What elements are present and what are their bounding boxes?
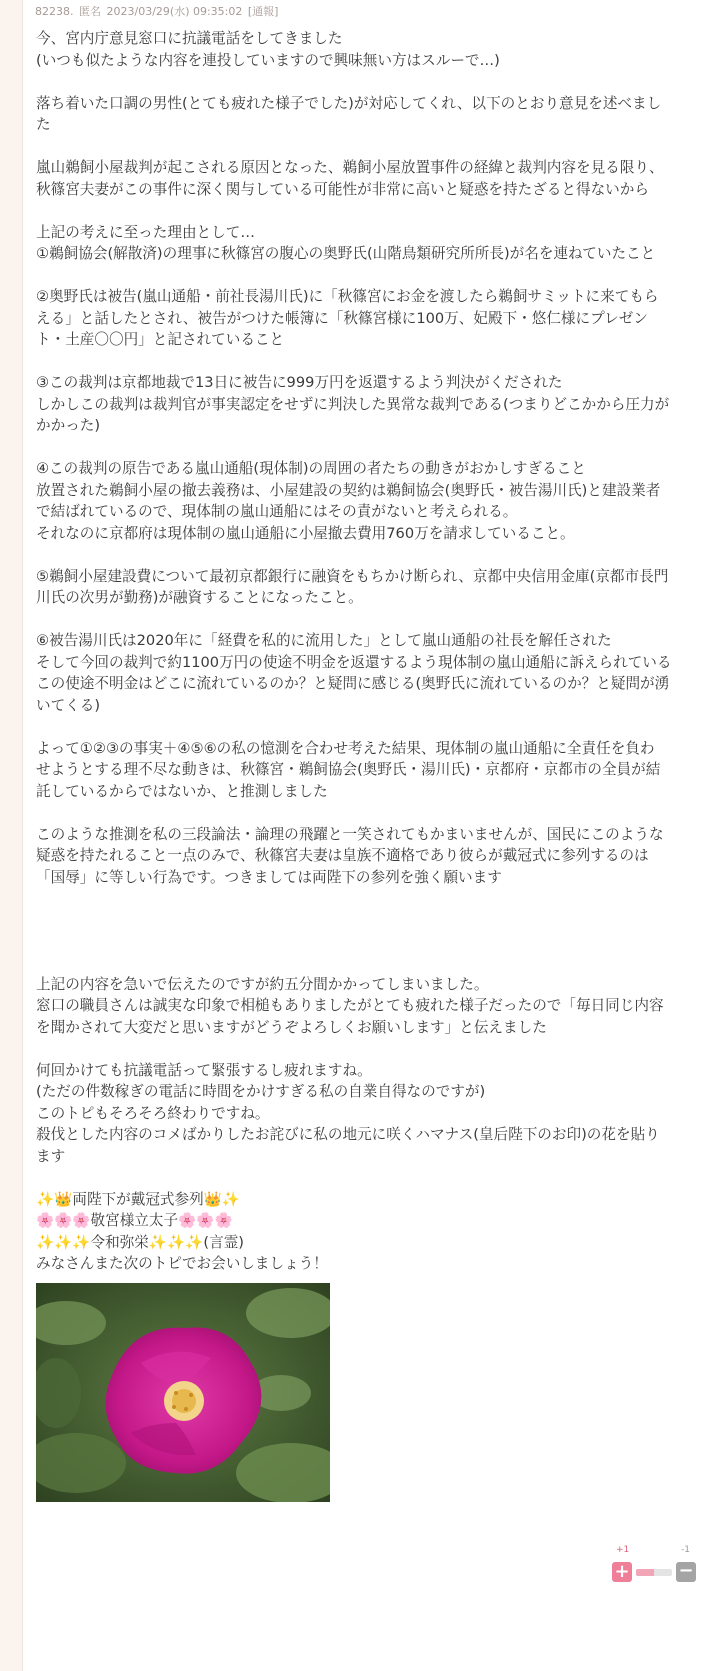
post-author: 匿名 — [79, 5, 101, 18]
text-line: よって①②③の事実＋④⑤⑥の私の憶測を合わせ考えた結果、現体制の嵐山通船に全責任を負わ — [36, 739, 655, 757]
text-line: 疑惑を持たれること一点のみで、秋篠宮夫妻は皇族不適格であり彼らが戴冠式に参列するのは — [36, 847, 649, 864]
text-line: た — [36, 116, 51, 133]
sakura-icon: 🌸 — [36, 1212, 55, 1229]
emoji-line-2 — [36, 1210, 706, 1232]
emoji-line-3 — [36, 1232, 706, 1254]
text-line: 窓口の職員さんは誠実な印象で相槌もありましたがとても疲れた様子だったので「毎日同じ内容 — [36, 997, 664, 1014]
plus-count: +1 — [616, 1545, 630, 1555]
text-line: 嵐山鵜飼小屋裁判が起こされる原因となった、鵜飼小屋放置事件の経緯と裁判内容を見る限り、 — [36, 159, 664, 176]
report-link[interactable]: [通報] — [247, 5, 279, 18]
post-datetime: 2023/03/29(水) 09:35:02 — [106, 5, 243, 18]
text-line: しかしこの裁判は裁判官が事実認定をせずに判決した異常な裁判である(つまりどこかから圧力が — [36, 395, 670, 413]
crown-icon: 👑 — [203, 1190, 222, 1208]
post-paragraphs-after-gap — [36, 974, 706, 1168]
text-line: いてくる) — [36, 696, 101, 714]
sparkle-icon: ✨ — [167, 1233, 186, 1251]
text-line: 殺伐とした内容のコメばかりしたお詫びに私の地元に咲くハマナス(皇后陛下のお印)の花を貼り — [36, 1126, 660, 1143]
post-body — [36, 28, 706, 1502]
rose-flower-icon — [36, 1283, 330, 1502]
emoji-block — [36, 1189, 706, 1275]
text-line: ①鵜飼協会(解散済)の理事に秋篠宮の腹心の奥野氏(山階鳥類研究所所長)が名を連ねていたこと — [36, 245, 656, 262]
text-line: せようとする理不尽な動きは、秋篠宮・鵜飼協会(奥野氏・湯川氏)・京都府・京都市の全員が結 — [36, 761, 661, 778]
plus-vote-button[interactable]: + — [612, 1562, 632, 1582]
sparkle-icon: ✨ — [221, 1190, 241, 1208]
text-line: 放置された鵜飼小屋の撤去義務は、小屋建設の契約は鵜飼協会(奥野氏・被告湯川氏)と建設業者 — [36, 481, 661, 499]
paragraph — [36, 28, 706, 71]
post-number: 82238. — [35, 5, 74, 18]
paragraph — [36, 93, 706, 136]
paragraph — [36, 630, 706, 716]
text-line: この使途不明金はどこに流れているのか？と疑問に感じる(奥野氏に流れているのか？と疑問が湧 — [36, 675, 670, 692]
paragraph — [36, 157, 706, 200]
text-line: かかった) — [36, 417, 101, 434]
post-header — [35, 3, 280, 19]
paragraph — [36, 738, 706, 803]
emoji-line-1 — [36, 1189, 706, 1211]
minus-count: -1 — [681, 1545, 690, 1555]
emoji-line-3-suffix: (言霊) — [203, 1233, 244, 1251]
text-line: (ただの件数稼ぎの電話に時間をかけすぎる私の自業自得なのですが) — [36, 1083, 486, 1100]
paragraph — [36, 458, 706, 544]
paragraph — [36, 824, 706, 889]
minus-vote-button[interactable]: − — [676, 1562, 696, 1582]
paragraph — [36, 566, 706, 609]
text-line: 「国辱」に等しい行為です。つきましては両陛下の参列を強く願います — [36, 868, 502, 886]
sakura-icon: 🌸 — [54, 1212, 73, 1229]
text-line: (いつも似たような内容を連投していますので興味無い方はスルーで…) — [36, 51, 500, 69]
paragraph — [36, 286, 706, 351]
paragraph — [36, 372, 706, 437]
text-line: える」と話したとされ、被告がつけた帳簿に「秋篠宮様に100万、妃殿下・悠仁様にプレゼン — [36, 309, 648, 327]
sparkle-icon: ✨ — [36, 1190, 55, 1208]
paragraph — [36, 1060, 706, 1168]
text-line: それなのに京都府は現体制の嵐山通船に小屋撤去費用760万を請求していること。 — [36, 524, 575, 542]
closing-line: みなさんまた次のトピでお会いしましょう！ — [36, 1255, 328, 1272]
emoji-line-3-text: 令和弥栄 — [90, 1233, 149, 1251]
sparkle-icon: ✨ — [72, 1233, 91, 1251]
text-line: 今、宮内庁意見窓口に抗議電話をしてきました — [36, 30, 343, 47]
sparkle-icon: ✨ — [36, 1233, 55, 1251]
sparkle-icon: ✨ — [148, 1233, 168, 1251]
sakura-icon: 🌸 — [196, 1212, 215, 1229]
text-line: ⑥被告湯川氏は2020年に「経費を私的に流用した」として嵐山通船の社長を解任された — [36, 632, 612, 649]
sparkle-icon: ✨ — [54, 1233, 73, 1251]
vote-ratio-fill — [636, 1569, 654, 1576]
text-line: 上記の内容を急いで伝えたのですが約五分間かかってしまいました。 — [36, 975, 489, 993]
text-line: ④この裁判の原告である嵐山通船(現体制)の周囲の者たちの動きがおかしすぎること — [36, 460, 586, 477]
text-line: 何回かけても抗議電話って緊張するし疲れますね。 — [36, 1061, 372, 1079]
sparkle-icon: ✨ — [185, 1233, 204, 1251]
text-line: このような推測を私の三段論法・論理の飛躍と一笑されてもかまいませんが、国民にこのような — [36, 825, 664, 843]
vote-ratio-bar — [636, 1569, 672, 1576]
blank-gap — [36, 910, 706, 974]
paragraph — [36, 222, 706, 265]
crown-icon: 👑 — [54, 1190, 73, 1208]
text-line: ⑤鵜飼小屋建設費について最初京都銀行に融資をもちかけ断られ、京都中央信用金庫(京都市長門 — [36, 567, 669, 585]
emoji-line-1-text: 両陛下が戴冠式参列 — [72, 1190, 204, 1208]
sakura-icon: 🌸 — [72, 1212, 91, 1229]
emoji-line-2-text: 敬宮様立太子 — [90, 1212, 179, 1229]
flower-photo[interactable] — [36, 1283, 330, 1502]
sakura-icon: 🌸 — [178, 1212, 197, 1229]
sakura-icon: 🌸 — [214, 1212, 233, 1229]
text-line: そして今回の裁判で約1100万円の使途不明金を返還するよう現体制の嵐山通船に訴えられている — [36, 653, 672, 671]
paragraph — [36, 974, 706, 1039]
text-line: 川氏の次男が勤務)が融資することになったこと。 — [36, 589, 363, 606]
text-line: 落ち着いた口調の男性(とても疲れた様子でした)が対応してくれ、以下のとおり意見を述べまし — [36, 94, 662, 112]
post-card — [22, 0, 720, 1671]
text-line: このトピもそろそろ終わりですね。 — [36, 1104, 270, 1122]
text-line: 託しているからではないか、と推測しました — [36, 782, 328, 800]
text-line: を聞かされて大変だと思いますがどうぞよろしくお願いします」と伝えました — [36, 1018, 547, 1036]
text-line: 上記の考えに至った理由として… — [36, 223, 255, 241]
text-line: ト・土産〇〇円」と記されていること — [36, 331, 285, 348]
text-line: ②奥野氏は被告(嵐山通船・前社長湯川氏)に「秋篠宮にお金を渡したら鵜飼サミットに来てもら — [36, 288, 659, 305]
text-line: ③この裁判は京都地裁で13日に被告に999万円を返還するよう判決がくだされた — [36, 374, 563, 391]
text-line: 秋篠宮夫妻がこの事件に深く関与している可能性が非常に高いと疑惑を持たざると得ないから — [36, 180, 649, 198]
vote-widget — [588, 1532, 708, 1592]
post-paragraphs — [36, 28, 706, 888]
text-line: で結ばれているので、現体制の嵐山通船にはその責がないと考えられる。 — [36, 503, 518, 520]
text-line: ます — [36, 1147, 66, 1165]
